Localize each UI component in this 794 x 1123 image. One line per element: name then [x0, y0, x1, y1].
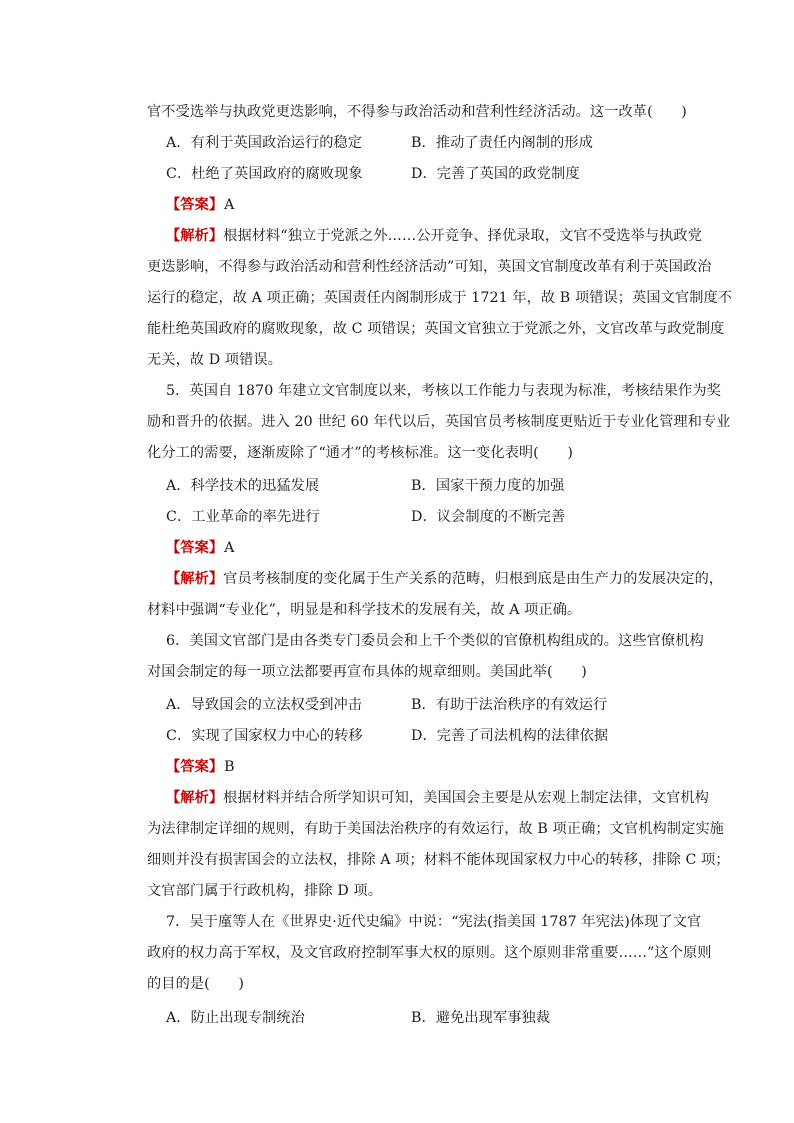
- q5-answer: [166, 538, 676, 558]
- q5-explanation-line-2: 材料中强调“专业化”，明显是和科学技术的发展有关，故 A 项正确。: [147, 602, 582, 618]
- q4-option-a: A．有利于英国政治运行的稳定: [166, 135, 363, 151]
- q7-stem-line-3: 的目的是( ): [147, 976, 244, 992]
- q5-explanation-line-1: [166, 569, 724, 589]
- q4-option-c: C．杜绝了英国政府的腐败现象: [166, 166, 363, 182]
- explanation-text: 根据材料并结合所学知识可知，美国国会主要是从宏观上制定法律，文官机构: [223, 790, 709, 806]
- q6-explanation-line-2: 为法律制定详细的规则，有助于美国法治秩序的有效运行，故 B 项正确；文官机构制定实施: [147, 821, 724, 837]
- q4-explanation-line-1: [166, 226, 702, 246]
- q4-explanation-line-3: 运行的稳定，故 A 项正确；英国责任内阁制形成于 1721 年，故 B 项错误；英国文官制度不: [147, 290, 733, 306]
- explanation-tag: 【解析】: [166, 790, 224, 806]
- question-4-stem-tail: 官不受选举与执政党更迭影响，不得参与政治活动和营利性经济活动。这一改革( ): [147, 104, 687, 120]
- q4-explanation-line-5: 无关，故 D 项错误。: [147, 352, 282, 368]
- explanation-text: 根据材料“独立于党派之外……公开竞争、择优录取，文官不受选举与执政党: [223, 228, 702, 244]
- q6-stem-line-2: 对国会制定的每一项立法都要再宣布具体的规章细则。美国此举( ): [147, 664, 587, 680]
- explanation-tag: 【解析】: [166, 571, 224, 587]
- q6-option-c: C．实现了国家权力中心的转移: [166, 728, 363, 744]
- q5-stem-line-2: 励和晋升的依据。进入 20 世纪 60 年代以后，英国官员考核制度更贴近于专业化管理和专业: [147, 414, 731, 430]
- explanation-text: 官员考核制度的变化属于生产关系的范畴，归根到底是由生产力的发展决定的，: [223, 571, 724, 587]
- q5-option-d: D．议会制度的不断完善: [411, 509, 566, 525]
- q6-stem-line-1: 6．美国文官部门是由各类专门委员会和上千个类似的官僚机构组成的。这些官僚机构: [166, 633, 704, 649]
- q5-stem-line-1: 5．英国自 1870 年建立文官制度以来，考核以工作能力与表现为标准，考核结果作为奖: [166, 383, 721, 399]
- q7-option-a: A．防止出现专制统治: [166, 1010, 305, 1026]
- q6-option-d: D．完善了司法机构的法律依据: [411, 728, 609, 744]
- answer-value: A: [224, 197, 235, 213]
- q6-explanation-line-4: 文官部门属于行政机构，排除 D 项。: [147, 883, 383, 899]
- answer-value: B: [224, 759, 235, 775]
- q6-option-a: A．导致国会的立法权受到冲击: [166, 697, 363, 713]
- q6-explanation-line-1: [166, 788, 709, 808]
- q4-answer: [166, 195, 676, 215]
- q5-option-c: C．工业革命的率先进行: [166, 509, 320, 525]
- q4-option-d: D．完善了英国的政党制度: [411, 166, 580, 182]
- q7-option-b: B．避免出现军事独裁: [411, 1010, 551, 1026]
- q7-stem-line-2: 政府的权力高于军权，及文官政府控制军事大权的原则。这个原则非常重要……”这个原则: [147, 945, 712, 961]
- q5-option-a: A．科学技术的迅猛发展: [166, 478, 320, 494]
- explanation-tag: 【解析】: [166, 228, 224, 244]
- answer-tag: 【答案】: [166, 759, 224, 775]
- q4-option-b: B．推动了责任内阁制的形成: [411, 135, 593, 151]
- answer-tag: 【答案】: [166, 197, 224, 213]
- answer-value: A: [224, 540, 235, 556]
- q4-explanation-line-4: 能杜绝英国政府的腐败现象，故 C 项错误；英国文官独立于党派之外，文官改革与政党制度: [147, 321, 725, 337]
- q6-answer: [166, 757, 676, 777]
- q6-explanation-line-3: 细则并没有损害国会的立法权，排除 A 项；材料不能体现国家权力中心的转移，排除 C 项；: [147, 852, 730, 868]
- q4-explanation-line-2: 更迭影响，不得参与政治活动和营利性经济活动”可知，英国文官制度改革有利于英国政治: [147, 259, 712, 275]
- q5-option-b: B．国家干预力度的加强: [411, 478, 565, 494]
- q5-stem-line-3: 化分工的需要，逐渐废除了“通才”的考核标准。这一变化表明( ): [147, 445, 574, 461]
- q7-stem-line-1: 7．吴于廑等人在《世界史·近代史编》中说：“宪法(指美国 1787 年宪法)体现了文官: [166, 914, 702, 930]
- answer-tag: 【答案】: [166, 540, 224, 556]
- q6-option-b: B．有助于法治秩序的有效运行: [411, 697, 608, 713]
